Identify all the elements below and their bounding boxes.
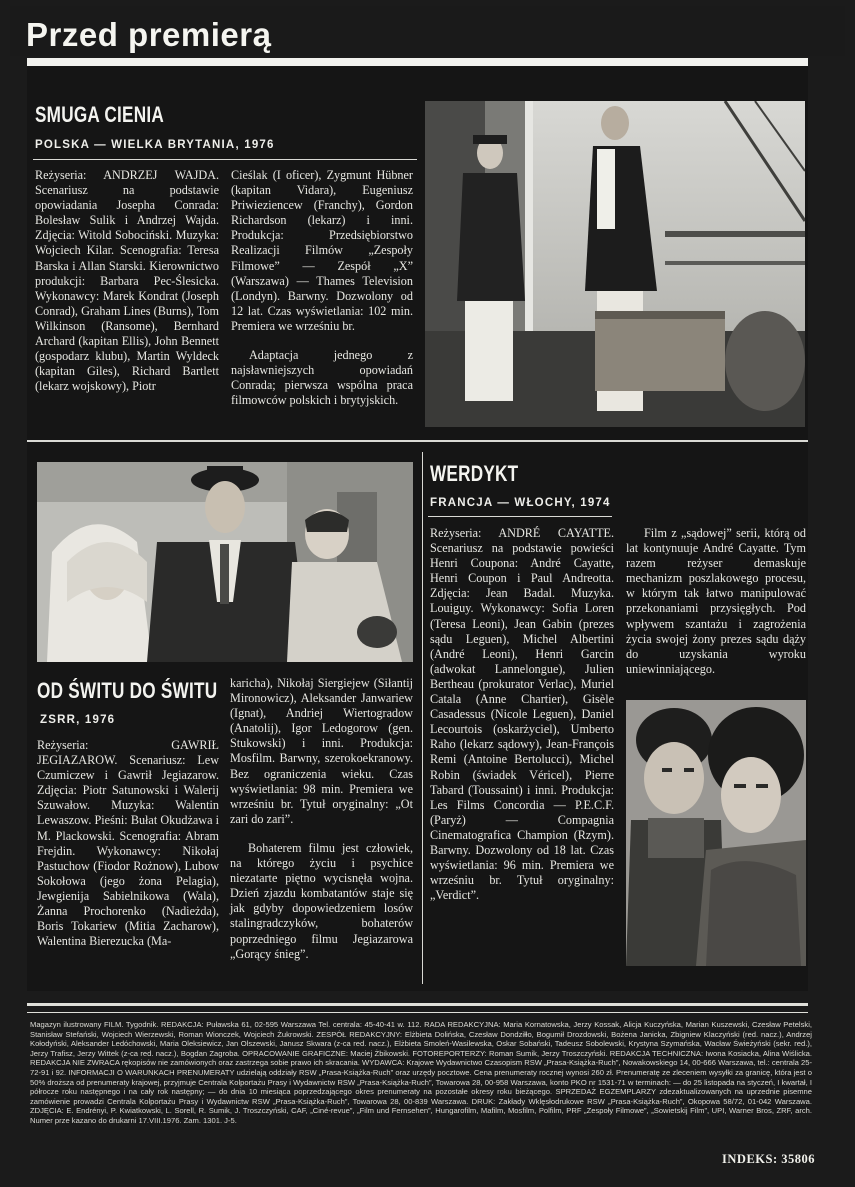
film1-subtitle: POLSKA — WIELKA BRYTANIA, 1976 <box>35 139 275 151</box>
film1-subtitle-rule <box>33 159 417 160</box>
top-rule <box>27 58 808 66</box>
column-divider <box>422 452 423 984</box>
film3-subtitle: FRANCJA — WŁOCHY, 1974 <box>430 497 611 509</box>
film2-credits-part1: Reżyseria: GAWRIŁ JEGIAZAROW. Scenariusz: Lew Czumiczew i Gawrił Jegiazarow. Zdjęcia: Piotr Satunowski i Walerij Szuwałow. Muzyka: Walentin Lewaszow. Pieśni: Bułat Okudżawa i M. Plackowski. Scenografia: Abram Frejdin. Wykonawcy: Nikołaj Pastuchow (Fiodor Rożnow), Lubow Sokołowa (jego żona Pelagia), Jewgienija Sabielnikowa (Wala), Żanna Prochorenko (Nadieżda), Boris Tokariew (Mitia Zacharow), Walentina Bierezucka (Ma- <box>37 738 219 949</box>
index-number: INDEKS: 35806 <box>722 1152 815 1166</box>
imprint-text: Magazyn ilustrowany FILM. Tygodnik. REDAKCJA: Puławska 61, 02-595 Warszawa Tel. centrala: 45-40-41 w. 112. RADA REDAKCYJNA: Maria Kornatowska, Jerzy Kossak, Alicja Kuczyńska, Marian Kuszewski, Czesław Petelski, Stanisław Stefański, Wojciech Wierzewski, Roman Wionczek, Wojciech Żukrowski. ZESPÓŁ REDAKCYJNY: Elżbieta Dolińska, Czesław Dondziłło, Bogumił Drozdowski, Bożena Janicka, Zbigniew Klaczyński (red. nacz.), Andrzej Kołodyński, Aleksander Ledóchowski, Maria Oleksiewicz, Jan Olszewski, Janusz Skwara (z-ca red. nacz.), Elżbieta Smoleń-Wasilewska, Oskar Sobański, Tadeusz Sobolewski, Krystyna Szymańska, Wacław Świeżyński (sekr. red.), Jerzy Trafisz, Jerzy Wittek (z-ca red. nacz.), Bogdan Zagroba. OPRACOWANIE GRAFICZNE: Maciej Żbikowski. FOTOREPORTERZY: Roman Sumik, Jerzy Troszczyński. REDAKCJA TECHNICZNA: Iwona Kosiacka, Alina Wiślicka. REDAKCJA NIE ZWRACA rękopisów nie zamówionych oraz zastrzega sobie prawo ich skracania. WYDAWCA: Krajowe Wydawnictwo Czasopism RSW „Prasa-Książka-Ruch”, Nowakowskiego 14, 00-666 Warszawa, tel.: centrala 25-72-91 i 92. INFORMACJI O WARUNKACH PRENUMERATY udzielają oddziały RSW „Prasa-Książka-Ruch” oraz urzędy pocztowe. Cena prenumeraty rocznej wynosi 260 zł. Prenumeratę ze zleceniem wysyłki za granicę, która jest o 50% droższa od prenumeraty krajowej, przyjmuje Centrala Kolportażu Prasy i Wydawnictw RSW „Prasa-Książka-Ruch”, Towarowa 28, 00-958 Warszawa, konto PKO nr 1531-71 w terminach: — do 25 listopada na styczeń, I kwartał, I półrocze roku następnego i na cały rok następny; — do dnia 10 miesiąca poprzedzającego okres prenumeraty na pozostałe okresy roku bieżącego. SPRZEDAŻ EGZEMPLARZY zdezaktualizowanych na uprzednie pisemne zamówienie prowadzi Centrala Kolportażu Prasy i Wydawnictw RSW „Prasa-Książka-Ruch”, Towarowa 28, 00-839 Warszawa. DRUK: Zakłady Wklęsłodrukowe RSW „Prasa-Książka-Ruch”, Okopowa 58/72, 01-042 Warszawa. ZDJĘCIA: E. Endrényi, P. Kwiatkowski, L. Sorell, R. Sumik, J. Troszczyński, CAF, „Ciné-revue”, „Film und Fernsehen”, Hungarofilm, Mafilm, Mosfilm, Polfilm, PRF „Zespoły Filmowe”, „Sowietskij Film”, UPI, Warner Bros, ZRF, arch. Numer prze kazano do drukarni 17.VIII.1976. Zam. 1301. J-5. <box>30 1020 812 1125</box>
page-title: Przed premierą <box>26 16 272 53</box>
film1-column-2 <box>231 168 413 422</box>
film3-title: WERDYKT <box>430 461 519 486</box>
film1-still-photo <box>425 101 805 427</box>
header-band <box>10 6 845 56</box>
film1-description: Adaptacja jednego z najsławniejszych opowiadań Conrada; pierwsza wspólna praca filmowców polskich i brytyjskich. <box>231 348 413 408</box>
film2-description: Bohaterem filmu jest człowiek, na którego życiu i psychice niezatarte piętno wycisnęła wojna. Dzień zjazdu kombatantów staje się jak gdyby dopowiedzeniem losów stalingradczyków, bohaterów poprzedniego filmu Jegiazarowa „Gorący śnieg”. <box>230 840 413 961</box>
film3-description: Film z „sądowej” serii, którą od lat kontynuuje André Cayatte. Tym razem reżyser demaskuje mechanizm poszlakowego procesu, w którym tak łatwo manipulować przekonaniami przysięgłych. Pod wpływem szantażu i zagrożenia życia swojej żony prezes sądu dąży do uzyskania wyroku uniewinniającego. <box>626 526 806 676</box>
film2-credits-part2: karicha), Nikołaj Siergiejew (Siłantij Mironowicz), Aleksander Janwariew (Ignat), Andriej Wiertogradow (Anatolij), Igor Ledogorow (gen. Stukowski) i inni. Produkcja: Mosfilm. Barwny, szerokoekranowy. Bez ograniczenia wieku. Czas wyświetlania: 98 min. Premiera we wrześniu br. Tytuł oryginalny: „Ot zari do zari”. <box>230 676 413 826</box>
film2-title: OD ŚWITU DO ŚWITU <box>37 678 218 703</box>
footer-rule <box>27 1003 808 1006</box>
film1-credits-part2: Cieślak (I oficer), Zygmunt Hübner (kapitan Vidara), Eugeniusz Priwieziencew (Franchy), Gordon Richardson (lekarz) i inni. Produkcja: Przedsiębiorstwo Realizacji Filmów „Zespoły Filmowe” — Zespół „X” (Warszawa) — Thames Television (Londyn). Barwny. Dozwolony od 12 lat. Czas wyświetlania: 102 min. Premiera we wrześniu br. <box>231 168 413 333</box>
film2-still-photo <box>37 462 413 662</box>
film2-column-1 <box>37 738 219 963</box>
film2-subtitle: ZSRR, 1976 <box>40 714 116 726</box>
film1-title: SMUGA CIENIA <box>35 102 164 127</box>
film3-credits: Reżyseria: ANDRÉ CAYATTE. Scenariusz na podstawie powieści Henri Coupona: André Cayatte, Henri Coupon i Paul Andreotta. Zdjęcia: Jean Badal. Muzyka. Louiguy. Wykonawcy: Sofia Loren (Teresa Leoni), Jean Gabin (prezes sądu Leguen), Michel Albertini (André Leoni), Henri Garcin (adwokat Lannelongue), Julien Bertheau (prokurator Verlac), Muriel Catala (Anne Chartier), Gisèle Casadessus (Nicole Leguen), Daniel Lecourtois (oskarżyciel), Umberto Raho (lekarz sądowy), Jean-François Remi (Antoine Bertolucci), Michel Robin (świadek Véricel), Pierre Tabard (Toussaint) i inni. Produkcja: Les Films Concordia — P.E.C.F. (Paryż) — Compagnia Cinematografica Champion (Rzym). Barwny. Dozwolony od 18 lat. Czas wyświetlania: 96 min. Premiera we wrześniu br. Tytuł oryginalny: „Verdict”. <box>430 526 614 903</box>
film3-column-1 <box>430 526 614 917</box>
footer-rule-thin <box>27 1012 808 1013</box>
film2-column-2 <box>230 676 413 976</box>
film1-column-1 <box>35 168 219 408</box>
film1-credits-part1: Reżyseria: ANDRZEJ WAJDA. Scenariusz na podstawie opowiadania Josepha Conrada: Bolesław Sulik i Andrzej Wajda. Zdjęcia: Witold Sobociński. Muzyka: Wojciech Kilar. Scenografia: Teresa Barska i Allan Starski. Kierownictwo produkcji: Barbara Pec-Ślesicka. Wykonawcy: Marek Kondrat (Joseph Conrad), Graham Lines (Burns), Tom Wilkinson (Ransome), Bernhard Archard (kapitan Ellis), John Bennett (gospodarz klubu), Martin Wyldeck (kapitan Giles), Richard Bartlett (lekarz wojskowy), Piotr <box>35 168 219 394</box>
film3-still-photo <box>626 700 806 966</box>
film3-column-2 <box>626 526 806 691</box>
film3-subtitle-rule <box>428 516 612 517</box>
section-divider <box>27 440 808 442</box>
